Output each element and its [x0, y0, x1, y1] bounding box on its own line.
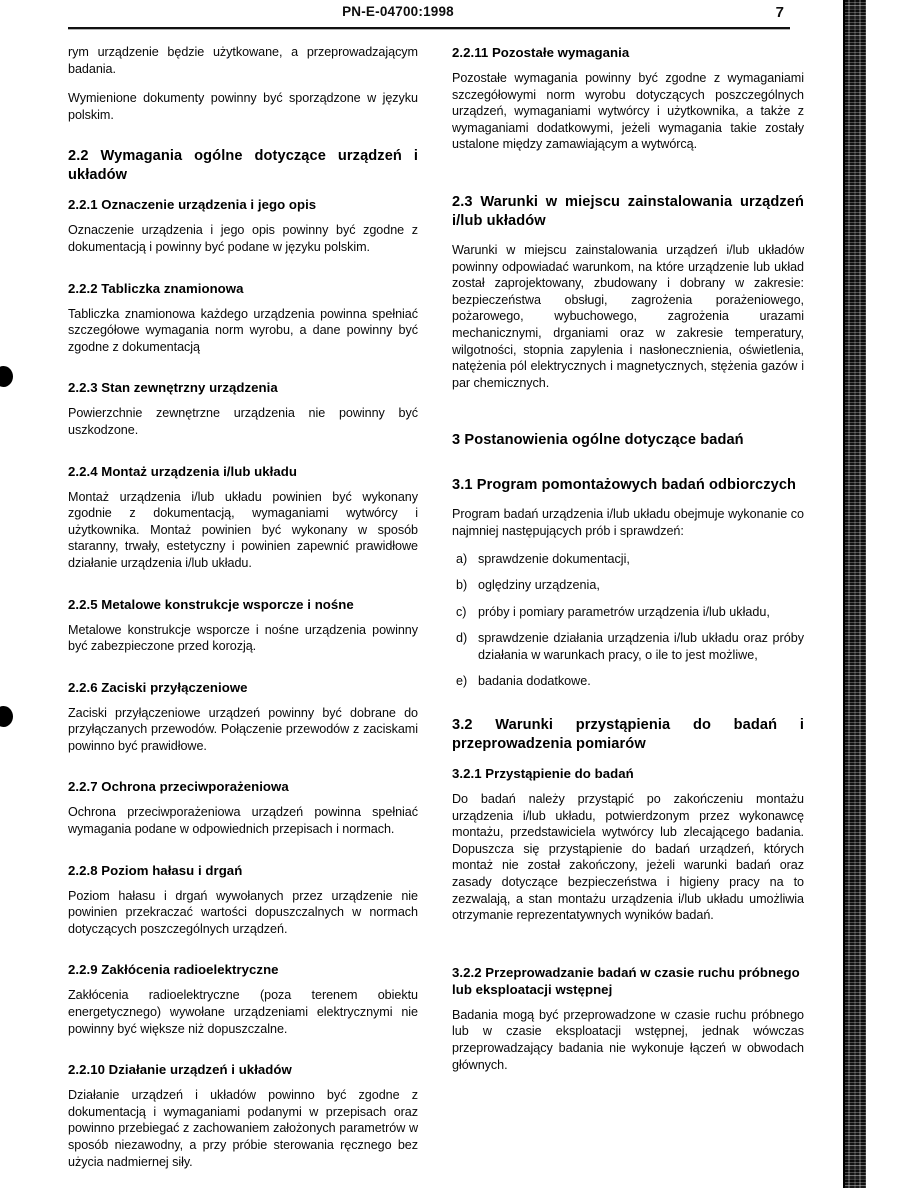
standard-number: PN-E-04700:1998 — [342, 4, 454, 19]
body-2-2-10: Działanie urządzeń i układów powinno być zgodne z dokumentacją i wymaganiami podanymi w przepisach oraz powinno przebiegać z zachowaniem założonych parametrów w sposób niezawodny, a przy próbie sterowania ręcznego bez użycia nadmiernej siły. — [68, 1088, 418, 1169]
heading-3-2-2: 3.2.2 Przeprowadzanie badań w czasie ruchu próbnego lub eksploatacji wstępnej — [452, 964, 800, 997]
heading-2-2-11: 2.2.11 Pozostałe wymagania — [452, 45, 630, 60]
body-2-2-11: Pozostałe wymagania powinny być zgodne z wymaganiami szczegółowymi norm wyrobu dotyczących poszczególnych urządzeń, wymaganiami wytwórcy i użytkownika, a także z wymaganiami dodatkowymi, jeżeli wymagania takie zostały ustalone między zamawiającym a wytwórcą. — [452, 71, 804, 152]
heading-2-2-8: 2.2.8 Poziom hałasu i drgań — [68, 862, 243, 878]
list-item-text: badania dodatkowe. — [478, 674, 591, 689]
list-item — [452, 577, 804, 594]
heading-2-2-3: 2.2.3 Stan zewnętrzny urządzenia — [68, 380, 278, 396]
body-2-2-4: Montaż urządzenia i/lub układu powinien być wykonany zgodnie z dokumentacją, wymaganiami wytwórcy i użytkownika. Montaż powinien być wykonany w sposób staranny, trwały, estetyczny i powinien zapewnić prawidłowe działanie urządzenia i/lub układu. — [68, 489, 418, 570]
heading-2-2-6: 2.2.6 Zaciski przyłączeniowe — [68, 679, 248, 695]
body-2-2-2: Tabliczka znamionowa każdego urządzenia powinna spełniać szczegółowe wymagania norm wyrobu, a dane powinny być zgodne z dokumentacją — [68, 306, 418, 354]
body-2-2-9: Zakłócenia radioelektryczne (poza terenem obiektu energetycznego) wywołane urządzeniami elektrycznymi nie powinny być większe niż dopuszczalne. — [68, 988, 418, 1036]
body-2-3: Warunki w miejscu zainstalowania urządzeń i/lub układów powinny odpowiadać warunkom, na które urządzenie lub układ został zaprojektowany, zbudowany i dobrany w zakresie: bezpieczeństwa obsługi, zagrożenia porażeniowego, pożarowego, wybuchowego, zagrożenia urazami mechanicznymi, drganiami oraz w zakresie temperatury, wilgotności, stopnia zapylenia i nasłonecznienia, oświetlenia, natężenia pól elektrycznych i magnetycznych, stężenia gazów i par chemicznych. — [452, 242, 804, 390]
list-marker: a) — [456, 551, 468, 566]
body-2-2-3: Powierzchnie zewnętrzne urządzenia nie powinny być uszkodzone. — [68, 406, 418, 437]
heading-2-2-2: 2.2.2 Tabliczka znamionowa — [68, 280, 244, 296]
body-2-2-7: Ochrona przeciwporażeniowa urządzeń powinna spełniać wymagania podane w odpowiednich przepisach i normach. — [68, 805, 418, 837]
left-column — [68, 44, 418, 1183]
list-item — [452, 673, 804, 690]
body-3-2-1: Do badań należy przystąpić po zakończeniu montażu urządzenia i/lub układu, potwierdzonym przez wykonawcę montażu, przedstawiciela wytwórcy lub zlecającego badania. Dopuszcza się przystąpienie do badań urządzeń, których montaż nie został zakończony, jeżeli warunki badań oraz zasady dotyczące bezpieczeństwa i higieny pracy na to zezwalają, a stan montażu urządzenia i/lub układu umożliwia otrzymanie reprezentatywnych wyników badań. — [452, 792, 804, 923]
list-item-text: oględziny urządzenia, — [478, 578, 600, 593]
heading-2-2-10: 2.2.10 Działanie urządzeń i układów — [68, 1062, 292, 1078]
hole-punch-mark-top — [0, 366, 13, 387]
list-item — [452, 551, 804, 568]
body-2-2-5: Metalowe konstrukcje wsporcze i nośne urządzenia powinny być zabezpieczone przed korozją. — [68, 622, 418, 654]
paragraph-documents-language: Wymienione dokumenty powinny być sporządzone w języku polskim. — [68, 91, 418, 122]
list-marker: c) — [456, 604, 467, 619]
list-3-1-items — [452, 551, 804, 691]
list-item — [452, 630, 804, 663]
continued-paragraph: rym urządzenie będzie użytkowane, a przeprowadzającym badania. — [68, 45, 418, 76]
list-marker: d) — [456, 631, 468, 646]
list-item-text: próby i pomiary parametrów urządzenia i/lub układu, — [478, 604, 770, 619]
body-2-2-1: Oznaczenie urządzenia i jego opis powinny być zgodne z dokumentacją i powinny być podane w języku polskim. — [68, 223, 418, 254]
page-number: 7 — [775, 4, 784, 21]
body-3-1: Program badań urządzenia i/lub układu obejmuje wykonanie co najmniej następujących prób i sprawdzeń: — [452, 507, 804, 538]
list-item — [452, 604, 804, 621]
heading-2-2-9: 2.2.9 Zakłócenia radioelektryczne — [68, 962, 279, 978]
heading-2-2: 2.2 Wymagania ogólne dotyczące urządzeń i układów — [68, 148, 418, 184]
body-2-2-6: Zaciski przyłączeniowe urządzeń powinny być dobrane do przyłączanych przewodów. Połączenie przewodów z zaciskami powinno być prawidłowe. — [68, 705, 418, 753]
body-2-2-8: Poziom hałasu i drgań wywołanych przez urządzenie nie powinien przekraczać wartości dopuszczalnych w normach dotyczących poszczególnych urządzeń. — [68, 888, 418, 936]
body-3-2-2: Badania mogą być przeprowadzone w czasie ruchu próbnego lub w czasie eksploatacji wstępnej, jednak wówczas przeprowadzający badania nie wykonuje łączeń w obwodach głównych. — [452, 1007, 804, 1072]
heading-2-2-5: 2.2.5 Metalowe konstrukcje wsporcze i nośne — [68, 596, 354, 612]
heading-3-2: 3.2 Warunki przystąpienia do badań i przeprowadzenia pomiarów — [452, 717, 804, 753]
list-item-text: sprawdzenie dokumentacji, — [478, 551, 630, 566]
heading-2-2-7: 2.2.7 Ochrona przeciwporażeniowa — [68, 779, 289, 795]
header-divider-rule — [68, 27, 790, 29]
list-marker: b) — [456, 578, 468, 593]
heading-2-2-4: 2.2.4 Montaż urządzenia i/lub układu — [68, 463, 297, 479]
heading-3-1: 3.1 Program pomontażowych badań odbiorczych — [452, 477, 797, 494]
heading-2-2-1: 2.2.1 Oznaczenie urządzenia i jego opis — [68, 197, 317, 213]
heading-3-2-1: 3.2.1 Przystąpienie do badań — [452, 766, 634, 782]
hole-punch-mark-bottom — [0, 706, 13, 727]
heading-2-3: 2.3 Warunki w miejscu zainstalowania urządzeń i/lub układów — [452, 193, 804, 229]
list-marker: e) — [456, 674, 468, 689]
right-column — [452, 44, 804, 1086]
scan-edge-noise — [845, 0, 866, 1188]
list-item-text: sprawdzenie działania urządzenia i/lub układu oraz próby działania w warunkach pracy, o ile to jest możliwe, — [478, 631, 804, 662]
page-header — [68, 4, 790, 28]
heading-3: 3 Postanowienia ogólne dotyczące badań — [452, 432, 744, 449]
